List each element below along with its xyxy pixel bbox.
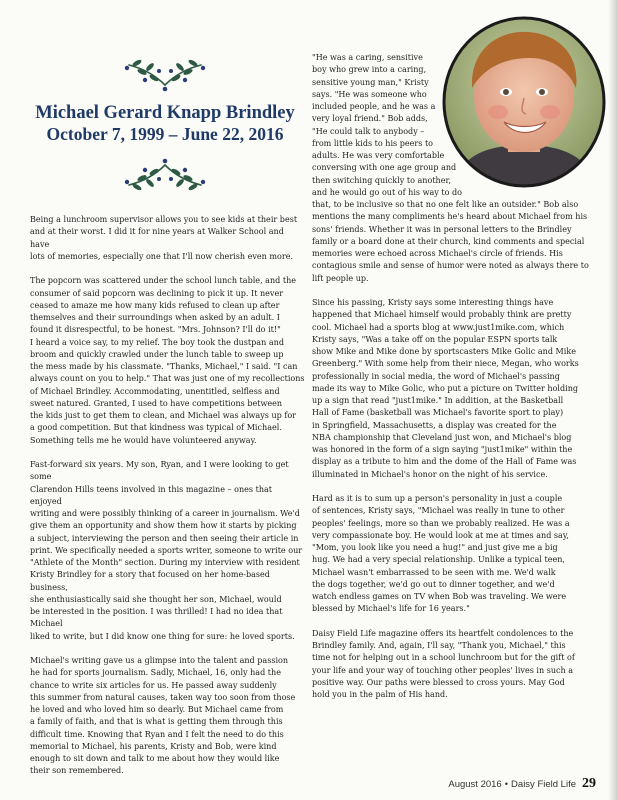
footer-issue: August 2016: [448, 779, 502, 790]
paragraph-condolences: Daisy Field Life magazine offers its heartfelt condolences to the Brindley family. And, again, I'll say, "Thank you, Michael," this time not for helping out in a school lunchroom but for the gift of your life and your way of touching other peoples' lives in such a positive way. Our paths were blessed to cross yours. May God hold you in the palm of His hand.: [312, 628, 575, 700]
left-column: [30, 214, 305, 790]
page-number: 29: [582, 776, 596, 791]
paragraph-fast-forward: Fast-forward six years. My son, Ryan, and I were looking to get some Clarendon Hills teens involved in this magazine – ones that enjoyed writing and were possibly thinking of a career in journalism. We'd give them an opportunity and show them how it starts by picking a subject, interviewing the person and then seeing their article in print. We specifically needed a sports writer, someone to write our "Athlete of the Month" section. During my interview with resident Kristy Brindley for a story that focused on her home-based business, she enthusiastically said she thought her son, Michael, would be interested in the position. I was thrilled! I had no idea that Michael liked to write, but I did know one thing for sure: he loved sports.: [30, 460, 303, 641]
paragraph-intro: Being a lunchroom supervisor allows you to see kids at their best and at their worst. I did it for nine years at Walker School and have lots of memories, especially one that I'll now cherish even more.: [30, 215, 298, 261]
right-column: [312, 52, 594, 714]
paragraph-caring: "He was a caring, sensitive boy who grew into a caring, sensitive young man," Kristy says. "He was someone who included people, and he was a very loyal friend." Bob adds, "He could talk to anybody – from little kids to his peers to adults. He was very comfortable conversing with one age group and then switching quickly to another, and he would go out of his way to do that, to be inclusive so that no one felt like an outsider." Bob also mentions the many compliments he's heard about Michael from his sons' friends. Whether it was in personal letters to the Brindley family or a board done at their church, kind comments and special memories were echoed across Michael's circle of friends. His contagious smile and sense of humor were noted as always there to lift people up.: [312, 53, 589, 283]
paragraph-writing: Michael's writing gave us a glimpse into the talent and passion he had for sports journalism. Sadly, Michael, 16, only had the chance to write six articles for us. He passed away suddenly this summer from natural causes, taken way too soon from those he loved and who loved him so dearly. But Michael came from a family of faith, and that is what is getting them through this difficult time. Knowing that Ryan and I felt the need to do this memorial to Michael, his parents, Kristy and Bob, were kind enough to sit down and talk to me about how they would like their son remembered.: [30, 656, 296, 776]
footer-separator: •: [504, 779, 509, 790]
laurel-top-icon: [117, 55, 213, 95]
memorial-header: [30, 55, 300, 195]
page-footer: [448, 776, 596, 792]
paragraph-since-passing: Since his passing, Kristy says some interesting things have happened that Michael himself would probably think are pretty cool. Michael had a sports blog at www.just1mike.com, which Kristy says, "Was a take off on the popular ESPN sports talk show Mike and Mike done by sportscasters Mike Golic and Mike Greenberg." With some help from their niece, Megan, who works professionally in social media, the word of Michael's passing made its way to Mike Golic, who put a picture on Twitter holding up a sign that read "just1mike." In addition, at the Basketball Hall of Fame (basketball was Michael's favorite sport to play) in Springfield, Massachusetts, a display was created for the NBA championship that Cleveland just won, and Michael's blog was honored in the form of a sign saying "just1mike" within the display as a tribute to him and the dome of the Hall of Fame was illuminated in Michael's honor on the night of his service.: [312, 298, 579, 479]
memorial-dates: October 7, 1999 – June 22, 2016: [46, 124, 284, 144]
footer-publication: Daisy Field Life: [511, 779, 576, 790]
scan-edge-shadow: [608, 0, 618, 800]
paragraph-popcorn: The popcorn was scattered under the school lunch table, and the consumer of said popcorn was declining to pick it up. It never ceased to amaze me how many kids refused to clean up after themselves and their surroundings when asked by an adult. I found it disrespectful, to be honest. "Mrs. Johnson? I'll do it!" I heard a voice say, to my relief. The boy took the dustpan and broom and quickly crawled under the lunch table to sweep up the mess made by his classmate. "Thanks, Michael," I said. "I can always count on you to help." That was just one of my recollections of Michael Brindley. Accommodating, unentitled, selfless and sweet natured. Granted, I used to have competitions between the kids just to get them to clean, and Michael was always up for a good competition. But that kindness was typical of Michael. Something tells me he would have volunteered anyway.: [30, 276, 305, 445]
paragraph-personality: Hard as it is to sum up a person's personality in just a couple of sentences, Kristy says, "Michael was really in tune to other peoples' feelings, more so than we probably realized. He was a very compassionate boy. He would look at me at times and say, "Mom, you look like you need a hug!" and just give me a big hug. We had a very special relationship. Unlike a typical teen, Michael wasn't embarrassed to be seen with me. We'd walk the dogs together, we'd go out to dinner together, and we'd watch endless games on TV when Bob was traveling. We were blessed by Michael's life for 16 years.": [312, 494, 570, 614]
memorial-name: Michael Gerard Knapp Brindley: [35, 103, 295, 123]
laurel-bottom-icon: [117, 155, 213, 195]
